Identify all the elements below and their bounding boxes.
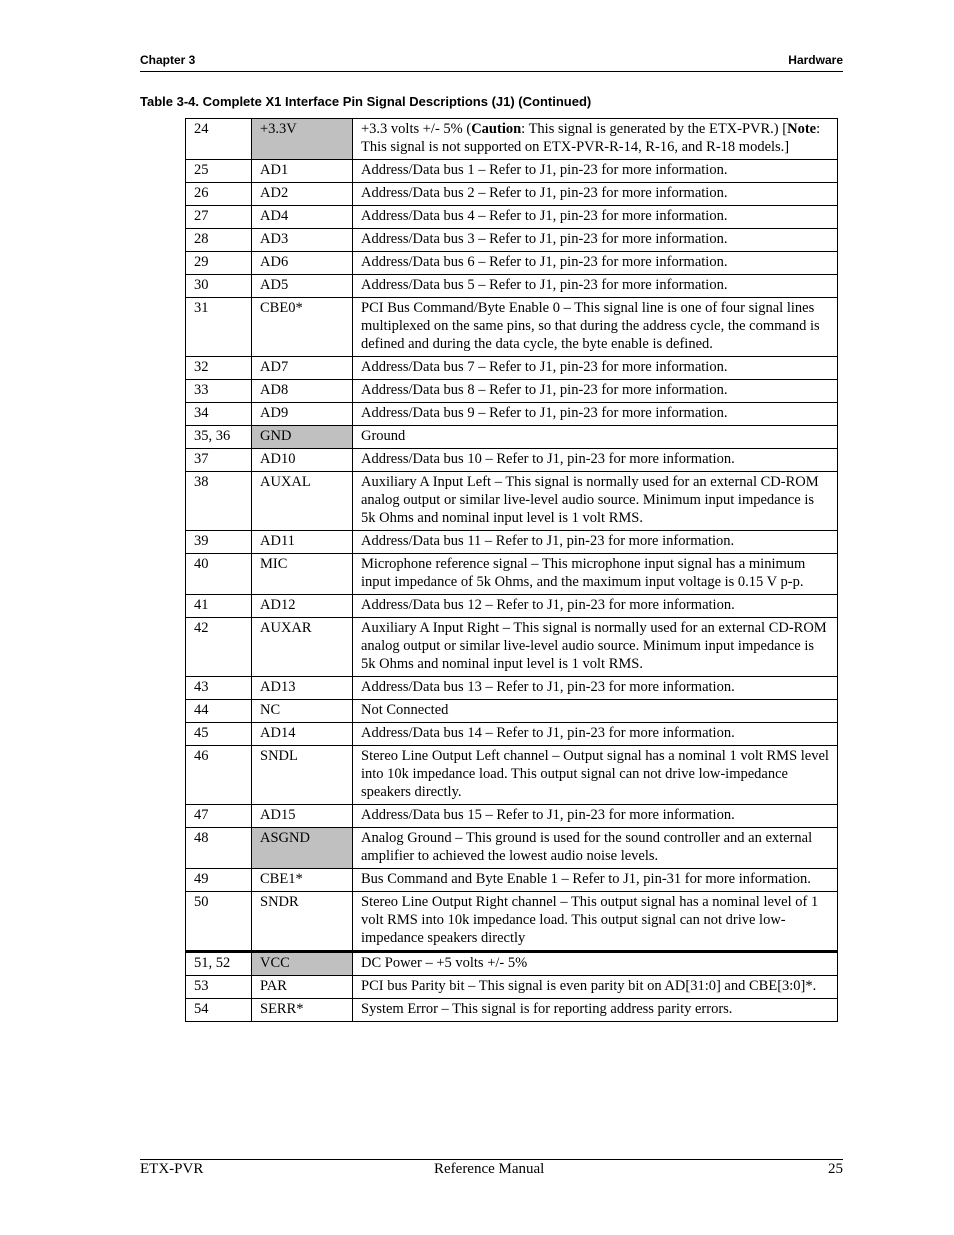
description-cell [353, 183, 838, 206]
description-cell [353, 700, 838, 723]
pin-number-cell: 24 [186, 119, 252, 160]
signal-name-cell: AD2 [252, 183, 353, 206]
chapter-label: Chapter 3 [140, 53, 196, 67]
signal-name-cell: SERR* [252, 999, 353, 1022]
pin-number-cell: 53 [186, 976, 252, 999]
table-row [186, 999, 838, 1022]
description-cell [353, 119, 838, 160]
description-text: Address/Data bus 7 – Refer to J1, pin-23 for more information. [361, 359, 728, 375]
pin-number-cell: 31 [186, 298, 252, 357]
description-text: Address/Data bus 3 – Refer to J1, pin-23 for more information. [361, 231, 728, 247]
signal-name-cell: AD3 [252, 229, 353, 252]
description-cell [353, 746, 838, 805]
signal-name-cell: AUXAL [252, 472, 353, 531]
table-row [186, 426, 838, 449]
table-row [186, 229, 838, 252]
table-row [186, 252, 838, 275]
signal-name-cell: AD4 [252, 206, 353, 229]
description-cell [353, 426, 838, 449]
table-row [186, 869, 838, 892]
footer-title: Reference Manual [434, 1161, 545, 1177]
description-text: Not Connected [361, 702, 449, 718]
table-row [186, 160, 838, 183]
description-cell [353, 206, 838, 229]
signal-name-cell: ASGND [252, 828, 353, 869]
pin-number-cell: 30 [186, 275, 252, 298]
pin-number-cell: 38 [186, 472, 252, 531]
description-cell [353, 403, 838, 426]
table-row [186, 952, 838, 976]
description-cell [353, 828, 838, 869]
description-text: Address/Data bus 6 – Refer to J1, pin-23 for more information. [361, 254, 728, 270]
signal-name-cell: CBE0* [252, 298, 353, 357]
description-text: Address/Data bus 10 – Refer to J1, pin-23 for more information. [361, 451, 735, 467]
table-row [186, 119, 838, 160]
table-row [186, 380, 838, 403]
signal-name-cell: MIC [252, 554, 353, 595]
signal-name-cell: +3.3V [252, 119, 353, 160]
pin-number-cell: 40 [186, 554, 252, 595]
table-row [186, 746, 838, 805]
description-cell [353, 252, 838, 275]
description-emphasis: Note [787, 121, 817, 137]
description-text: Auxiliary A Input Right – This signal is normally used for an external CD-ROM analog output or similar live-level audio source. Minimum input impedance is 5k Ohms and nominal input level is 1 volt RMS. [361, 620, 827, 672]
description-cell [353, 595, 838, 618]
table-row [186, 700, 838, 723]
pin-number-cell: 37 [186, 449, 252, 472]
table-row [186, 805, 838, 828]
description-text: Address/Data bus 12 – Refer to J1, pin-23 for more information. [361, 597, 735, 613]
pin-number-cell: 27 [186, 206, 252, 229]
pin-number-cell: 28 [186, 229, 252, 252]
table-row [186, 595, 838, 618]
description-text: Microphone reference signal – This microphone input signal has a minimum input impedance of 5k Ohms, and the maximum input voltage is 0.15 V p-p. [361, 556, 806, 590]
description-cell [353, 999, 838, 1022]
signal-name-cell: NC [252, 700, 353, 723]
pin-signal-table [185, 118, 838, 1022]
section-label: Hardware [788, 53, 843, 67]
table-caption: Table 3-4. Complete X1 Interface Pin Signal Descriptions (J1) (Continued) [140, 94, 592, 109]
description-cell [353, 275, 838, 298]
table-row [186, 531, 838, 554]
signal-name-cell: SNDL [252, 746, 353, 805]
description-cell [353, 976, 838, 999]
signal-name-cell: AD10 [252, 449, 353, 472]
signal-name-cell: GND [252, 426, 353, 449]
pin-number-cell: 48 [186, 828, 252, 869]
table-row [186, 275, 838, 298]
description-text: Address/Data bus 9 – Refer to J1, pin-23 for more information. [361, 405, 728, 421]
page-header [140, 52, 843, 72]
description-text: Address/Data bus 11 – Refer to J1, pin-23 for more information. [361, 533, 735, 549]
signal-name-cell: AD7 [252, 357, 353, 380]
pin-number-cell: 49 [186, 869, 252, 892]
description-text: Address/Data bus 15 – Refer to J1, pin-23 for more information. [361, 807, 735, 823]
pin-number-cell: 45 [186, 723, 252, 746]
description-text: Analog Ground – This ground is used for the sound controller and an external amplifier to achieved the lowest audio noise levels. [361, 830, 813, 864]
table-row [186, 618, 838, 677]
pin-number-cell: 26 [186, 183, 252, 206]
pin-number-cell: 50 [186, 892, 252, 952]
signal-name-cell: AUXAR [252, 618, 353, 677]
description-text: Address/Data bus 2 – Refer to J1, pin-23 for more information. [361, 185, 728, 201]
pin-number-cell: 51, 52 [186, 952, 252, 976]
signal-name-cell: AD15 [252, 805, 353, 828]
description-cell [353, 723, 838, 746]
table-row [186, 828, 838, 869]
description-text: Stereo Line Output Left channel – Output signal has a nominal 1 volt RMS level into 10k impedance load. This output signal can not drive low-impedance speakers directly. [361, 748, 829, 800]
table-row [186, 677, 838, 700]
description-cell [353, 677, 838, 700]
description-cell [353, 531, 838, 554]
description-cell [353, 160, 838, 183]
pin-number-cell: 44 [186, 700, 252, 723]
table-row [186, 554, 838, 595]
signal-name-cell: PAR [252, 976, 353, 999]
description-cell [353, 554, 838, 595]
signal-name-cell: AD8 [252, 380, 353, 403]
signal-name-cell: AD6 [252, 252, 353, 275]
signal-name-cell: SNDR [252, 892, 353, 952]
description-cell [353, 952, 838, 976]
table-row [186, 298, 838, 357]
description-text: Address/Data bus 1 – Refer to J1, pin-23 for more information. [361, 162, 728, 178]
description-text: Auxiliary A Input Left – This signal is normally used for an external CD-ROM analog output or similar live-level audio source. Minimum input impedance is 5k Ohms and nominal input level is 1 volt RMS. [361, 474, 819, 526]
signal-name-cell: VCC [252, 952, 353, 976]
pin-number-cell: 43 [186, 677, 252, 700]
description-text: DC Power – +5 volts +/- 5% [361, 955, 528, 971]
pin-number-cell: 42 [186, 618, 252, 677]
description-text: PCI bus Parity bit – This signal is even parity bit on AD[31:0] and CBE[3:0]*. [361, 978, 817, 994]
description-cell [353, 449, 838, 472]
description-text: Address/Data bus 5 – Refer to J1, pin-23 for more information. [361, 277, 728, 293]
pin-number-cell: 34 [186, 403, 252, 426]
description-cell [353, 618, 838, 677]
table-row [186, 449, 838, 472]
footer-product: ETX-PVR [140, 1161, 204, 1177]
description-cell [353, 380, 838, 403]
table-row [186, 183, 838, 206]
signal-name-cell: AD1 [252, 160, 353, 183]
description-text: Address/Data bus 4 – Refer to J1, pin-23 for more information. [361, 208, 728, 224]
description-cell [353, 805, 838, 828]
description-cell [353, 869, 838, 892]
description-cell [353, 229, 838, 252]
table-row [186, 472, 838, 531]
pin-number-cell: 54 [186, 999, 252, 1022]
description-text: Stereo Line Output Right channel – This output signal has a nominal level of 1 volt RMS into 10k impedance load. This output signal can not drive low-impedance speakers directly [361, 894, 819, 946]
pin-number-cell: 29 [186, 252, 252, 275]
description-text: Bus Command and Byte Enable 1 – Refer to J1, pin-31 for more information. [361, 871, 811, 887]
pin-number-cell: 41 [186, 595, 252, 618]
signal-name-cell: AD5 [252, 275, 353, 298]
signal-name-cell: CBE1* [252, 869, 353, 892]
description-text: Ground [361, 428, 406, 444]
signal-name-cell: AD13 [252, 677, 353, 700]
pin-number-cell: 39 [186, 531, 252, 554]
description-text: Address/Data bus 14 – Refer to J1, pin-23 for more information. [361, 725, 735, 741]
description-cell [353, 298, 838, 357]
description-text: Address/Data bus 13 – Refer to J1, pin-23 for more information. [361, 679, 735, 695]
table-row [186, 403, 838, 426]
pin-number-cell: 33 [186, 380, 252, 403]
page-footer [140, 1159, 843, 1180]
description-text: +3.3 volts +/- 5% ( [361, 121, 472, 137]
pin-table-body [186, 119, 838, 1022]
signal-name-cell: AD12 [252, 595, 353, 618]
pin-number-cell: 32 [186, 357, 252, 380]
pin-number-cell: 47 [186, 805, 252, 828]
table-row [186, 723, 838, 746]
table-row [186, 206, 838, 229]
description-emphasis: Caution [471, 121, 522, 137]
description-cell [353, 472, 838, 531]
table-row [186, 976, 838, 999]
pin-number-cell: 35, 36 [186, 426, 252, 449]
description-cell [353, 892, 838, 952]
description-cell [353, 357, 838, 380]
description-text: PCI Bus Command/Byte Enable 0 – This signal line is one of four signal lines multiplexed on the same pins, so that during the address cycle, the command is defined and during the data cycle, the byte enable is defined. [361, 300, 820, 352]
description-text: System Error – This signal is for reporting address parity errors. [361, 1001, 733, 1017]
pin-number-cell: 25 [186, 160, 252, 183]
table-row [186, 357, 838, 380]
signal-name-cell: AD11 [252, 531, 353, 554]
signal-name-cell: AD9 [252, 403, 353, 426]
table-row [186, 892, 838, 952]
signal-name-cell: AD14 [252, 723, 353, 746]
description-text: : This signal is generated by the ETX-PVR.) [ [521, 121, 788, 137]
pin-number-cell: 46 [186, 746, 252, 805]
page-number: 25 [828, 1161, 843, 1177]
description-text: Address/Data bus 8 – Refer to J1, pin-23 for more information. [361, 382, 728, 398]
description-text: : This signal is not supported on ETX-PVR-R-14, R-16, and R-18 models.] [361, 121, 821, 155]
